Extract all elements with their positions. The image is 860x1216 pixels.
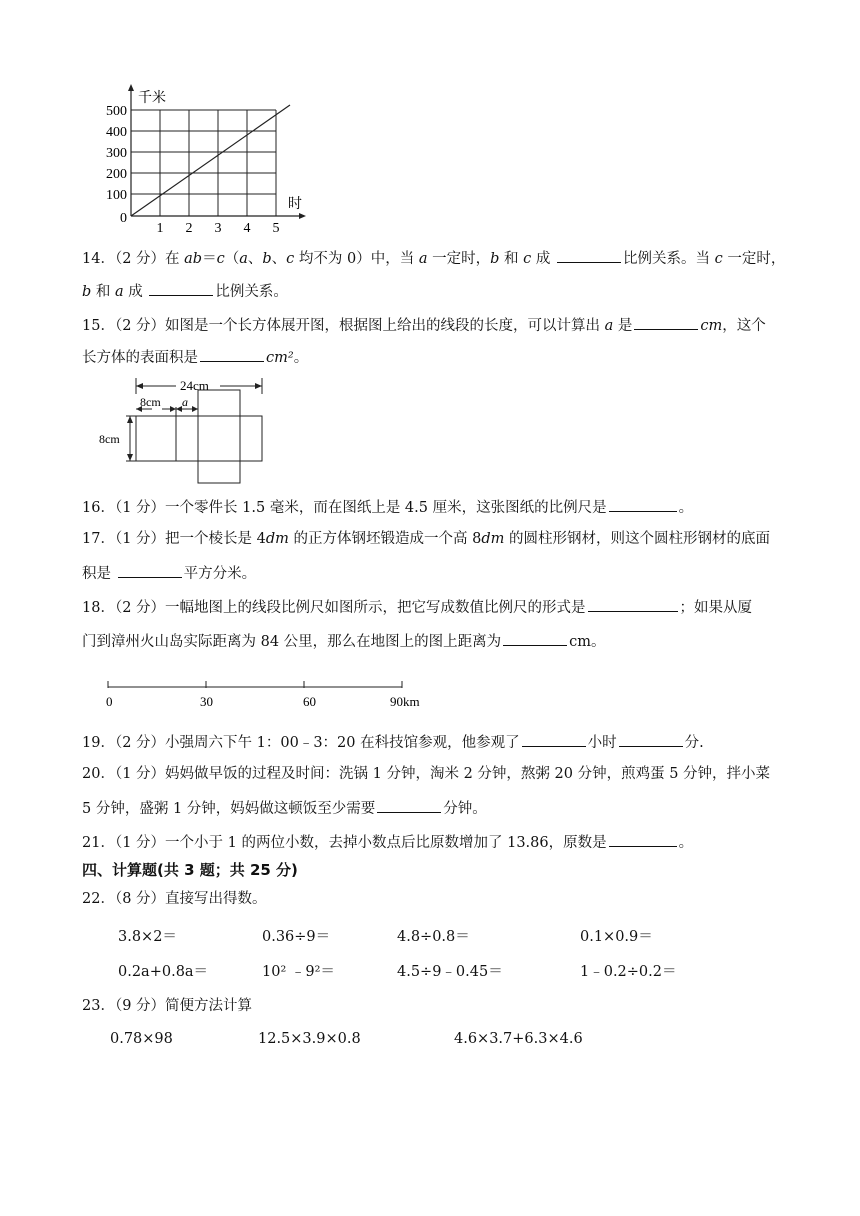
calc-item: 1﹣0.2÷0.2＝: [580, 964, 677, 980]
answer-blank[interactable]: [149, 280, 213, 296]
text: 一定时，: [722, 251, 786, 267]
text: 。: [678, 835, 694, 851]
calc-item: 4.5÷9﹣0.45＝: [397, 964, 503, 980]
section-heading: 四、计算题(共 3 题；共 25 分): [82, 861, 298, 879]
calc-item: 0.2a+0.8a＝: [118, 964, 209, 980]
y-unit-label: 千米: [138, 91, 166, 106]
unit: dm: [481, 531, 505, 547]
question-number: 23．: [82, 998, 115, 1014]
text: 、: [271, 251, 287, 267]
text: 长方体的表面积是: [82, 350, 198, 366]
text: 。: [293, 350, 309, 366]
question-points: （9 分）: [114, 998, 166, 1014]
question-number: 18．: [82, 600, 115, 616]
var: b: [262, 251, 272, 267]
question-18: [82, 596, 752, 618]
text: 积是: [82, 566, 116, 582]
var: c: [523, 251, 532, 267]
question-14-line2: [82, 280, 288, 302]
question-number: 17．: [82, 531, 115, 547]
x-tick: 2: [185, 221, 193, 236]
question-points: （2 分）: [114, 600, 166, 616]
text: 把一个棱长是 4: [165, 531, 266, 547]
text: 和: [91, 284, 116, 300]
text: ；如果从厦: [679, 600, 753, 616]
text: 一幅地图上的线段比例尺如图所示，把它写成数值比例尺的形式是: [165, 600, 586, 616]
var: a: [418, 251, 428, 267]
text: 分钟。: [443, 801, 487, 817]
text: 。: [678, 500, 694, 516]
var: ab: [184, 251, 203, 267]
cuboid-net-figure: [96, 376, 276, 488]
question-points: （1 分）: [114, 531, 166, 547]
answer-blank[interactable]: [634, 314, 698, 330]
question-number: 20．: [82, 766, 115, 782]
question-points: （1 分）: [114, 766, 166, 782]
var: b: [82, 284, 92, 300]
text: 一个零件长 1.5 毫米，而在图纸上是 4.5 厘米，这张图纸的比例尺是: [165, 500, 607, 516]
text: 成: [123, 284, 148, 300]
x-unit-label: 时: [288, 197, 302, 212]
question-19: [82, 731, 704, 753]
question-points: （8 分）: [114, 891, 166, 907]
question-20-line2: [82, 797, 487, 819]
var: c: [286, 251, 295, 267]
x-tick: 5: [272, 221, 280, 236]
text: ，这个: [722, 318, 766, 334]
text: 妈妈做早饭的过程及时间：洗锅 1 分钟，淘米 2 分钟，熬粥 20 分钟，煎鸡蛋 5 分钟，拌小菜: [165, 766, 771, 782]
answer-blank[interactable]: [118, 562, 182, 578]
question-points: （1 分）: [114, 835, 166, 851]
question-number: 15．: [82, 318, 115, 334]
var: b: [490, 251, 500, 267]
calc-item: 4.6×3.7+6.3×4.6: [454, 1031, 583, 1047]
text: 小强周六下午 1：00﹣3：20 在科技馆参观，他参观了: [165, 735, 520, 751]
question-number: 14．: [82, 251, 115, 267]
calc-item: 3.8×2＝: [118, 929, 177, 945]
x-tick: 4: [243, 221, 251, 236]
question-number: 21．: [82, 835, 115, 851]
question-15: [82, 314, 766, 336]
var: c: [216, 251, 225, 267]
question-points: （2 分）: [114, 318, 166, 334]
calc-item: 0.1×0.9＝: [580, 929, 653, 945]
calc-item: 10² ﹣9²＝: [262, 964, 335, 980]
var: a: [239, 251, 248, 267]
question-23: [82, 996, 252, 1016]
text: 是: [613, 318, 633, 334]
question-22: [82, 889, 267, 909]
text: 如图是一个长方体展开图，根据图上给出的线段的长度，可以计算出: [165, 318, 605, 334]
question-14: [82, 247, 785, 269]
var: a: [604, 318, 614, 334]
text: 的圆柱形钢材，则这个圆柱形钢材的底面: [504, 531, 771, 547]
question-16: [82, 496, 693, 518]
x-tick: 3: [214, 221, 222, 236]
answer-blank[interactable]: [588, 596, 678, 612]
text: 分.: [684, 735, 704, 751]
question-points: （2 分）: [114, 735, 166, 751]
label-24cm: 24cm: [180, 378, 209, 393]
text: 5 分钟，盛粥 1 分钟，妈妈做这顿饭至少需要: [82, 801, 376, 817]
question-17-line2: [82, 562, 256, 584]
unit: dm: [265, 531, 289, 547]
y-tick: 300: [106, 146, 127, 161]
calc-item: 4.8÷0.8＝: [397, 929, 470, 945]
answer-blank[interactable]: [557, 247, 621, 263]
text: ＝: [202, 251, 217, 267]
question-20: [82, 764, 770, 784]
text: 的正方体钢坯锻造成一个高 8: [288, 531, 482, 547]
question-points: （2 分）: [114, 251, 166, 267]
answer-blank[interactable]: [609, 496, 677, 512]
unit: cm²: [266, 350, 294, 366]
text: 比例关系。当: [622, 251, 715, 267]
text: 简便方法计算: [165, 998, 253, 1014]
text: 均不为 0）中，当: [294, 251, 419, 267]
text: 一个小于 1 的两位小数，去掉小数点后比原数增加了 13.86，原数是: [165, 835, 607, 851]
text: 成: [531, 251, 555, 267]
calc-item: 12.5×3.9×0.8: [258, 1031, 361, 1047]
answer-blank[interactable]: [619, 731, 683, 747]
text: 门到漳州火山岛实际距离为 84 公里，那么在地图上的图上距离为: [82, 634, 502, 650]
var: c: [714, 251, 723, 267]
question-number: 16．: [82, 500, 115, 516]
question-17: [82, 529, 770, 549]
scale-tick: 0: [106, 694, 113, 709]
text: 一定时，: [427, 251, 491, 267]
scale-tick: 90km: [390, 694, 420, 709]
answer-blank[interactable]: [377, 797, 441, 813]
answer-blank[interactable]: [609, 831, 677, 847]
y-tick: 400: [106, 125, 127, 140]
var: a: [115, 284, 124, 300]
answer-blank[interactable]: [503, 630, 567, 646]
y-tick: 200: [106, 167, 127, 182]
question-number: 22．: [82, 891, 115, 907]
question-18-line2: [82, 630, 606, 652]
y-tick: 100: [106, 188, 127, 203]
text: 小时: [587, 735, 617, 751]
scale-tick: 30: [200, 694, 213, 709]
scale-tick: 60: [303, 694, 316, 709]
y-tick: 500: [106, 104, 127, 119]
text: 比例关系。: [215, 284, 288, 300]
text: （: [224, 251, 240, 267]
text: 在: [165, 251, 185, 267]
text: 直接写出得数。: [165, 891, 267, 907]
x-tick: 1: [156, 221, 164, 236]
answer-blank[interactable]: [200, 346, 264, 362]
y-tick: 0: [120, 211, 127, 226]
distance-time-graph: [90, 82, 320, 236]
calc-item: 0.36÷9＝: [262, 929, 331, 945]
text: 和: [499, 251, 524, 267]
text: cm。: [569, 634, 606, 650]
text: 平方分米。: [183, 566, 257, 582]
line-scale-bar: [98, 676, 438, 716]
question-15-line2: [82, 346, 308, 368]
text: 、: [247, 251, 263, 267]
question-points: （1 分）: [114, 500, 166, 516]
unit: cm: [700, 318, 723, 334]
question-number: 19．: [82, 735, 115, 751]
question-21: [82, 831, 693, 853]
answer-blank[interactable]: [522, 731, 586, 747]
label-8cm-width: 8cm: [140, 395, 161, 409]
label-8cm-height: 8cm: [99, 432, 120, 446]
label-a: a: [182, 395, 188, 409]
calc-item: 0.78×98: [110, 1031, 173, 1047]
